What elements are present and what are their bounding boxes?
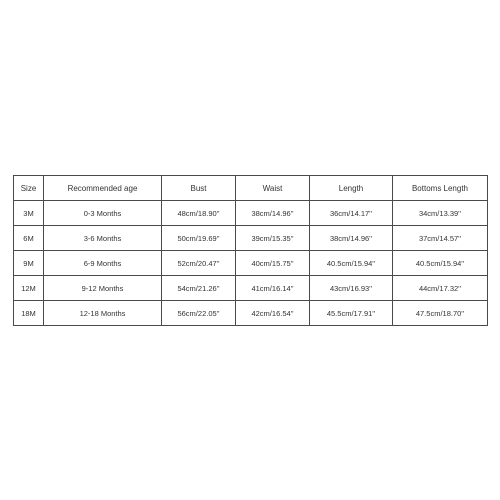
- cell-bust: 52cm/20.47'': [162, 251, 236, 276]
- cell-recommended-age: 9-12 Months: [44, 276, 162, 301]
- cell-recommended-age: 12-18 Months: [44, 301, 162, 326]
- cell-size: 18M: [14, 301, 44, 326]
- cell-length: 43cm/16.93'': [310, 276, 393, 301]
- header-length: Length: [310, 176, 393, 201]
- cell-waist: 41cm/16.14'': [236, 276, 310, 301]
- header-size: Size: [14, 176, 44, 201]
- cell-waist: 38cm/14.96'': [236, 201, 310, 226]
- cell-bust: 48cm/18.90'': [162, 201, 236, 226]
- cell-bust: 50cm/19.69'': [162, 226, 236, 251]
- header-waist: Waist: [236, 176, 310, 201]
- cell-length: 45.5cm/17.91'': [310, 301, 393, 326]
- cell-bottoms-length: 37cm/14.57'': [393, 226, 488, 251]
- cell-length: 36cm/14.17'': [310, 201, 393, 226]
- cell-recommended-age: 6-9 Months: [44, 251, 162, 276]
- cell-bottoms-length: 34cm/13.39'': [393, 201, 488, 226]
- cell-recommended-age: 3-6 Months: [44, 226, 162, 251]
- cell-recommended-age: 0-3 Months: [44, 201, 162, 226]
- cell-waist: 40cm/15.75'': [236, 251, 310, 276]
- cell-waist: 42cm/16.54'': [236, 301, 310, 326]
- cell-bottoms-length: 47.5cm/18.70'': [393, 301, 488, 326]
- table-row: [14, 201, 488, 226]
- cell-size: 3M: [14, 201, 44, 226]
- cell-size: 6M: [14, 226, 44, 251]
- cell-length: 38cm/14.96'': [310, 226, 393, 251]
- cell-bottoms-length: 40.5cm/15.94'': [393, 251, 488, 276]
- cell-length: 40.5cm/15.94'': [310, 251, 393, 276]
- table-row: [14, 276, 488, 301]
- cell-waist: 39cm/15.35'': [236, 226, 310, 251]
- cell-size: 9M: [14, 251, 44, 276]
- header-bottoms-length: Bottoms Length: [393, 176, 488, 201]
- cell-bust: 56cm/22.05'': [162, 301, 236, 326]
- cell-size: 12M: [14, 276, 44, 301]
- table-row: [14, 226, 488, 251]
- header-bust: Bust: [162, 176, 236, 201]
- size-chart-table: [13, 175, 488, 326]
- table-row: [14, 251, 488, 276]
- table-row: [14, 301, 488, 326]
- cell-bottoms-length: 44cm/17.32'': [393, 276, 488, 301]
- table-header-row: [14, 176, 488, 201]
- header-recommended-age: Recommended age: [44, 176, 162, 201]
- cell-bust: 54cm/21.26'': [162, 276, 236, 301]
